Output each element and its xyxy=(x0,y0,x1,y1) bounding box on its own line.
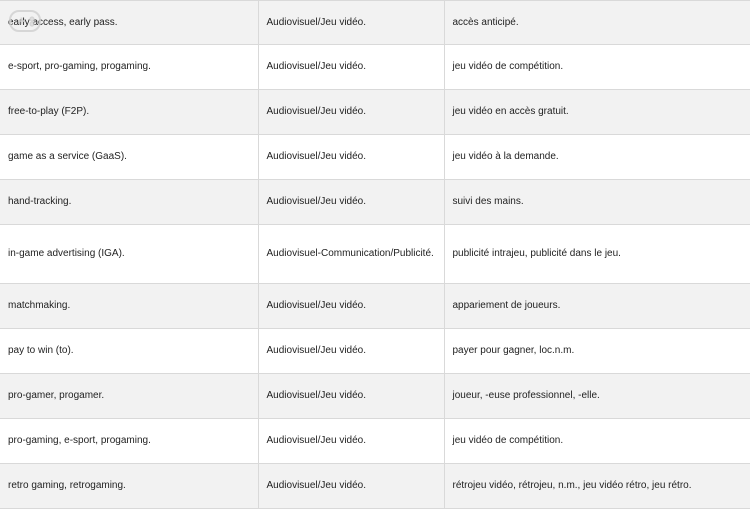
term-cell: pro-gaming, e-sport, progaming. xyxy=(0,419,258,464)
translation-cell: appariement de joueurs. xyxy=(444,284,750,329)
term-cell: in-game advertising (IGA). xyxy=(0,225,258,284)
translation-cell: suivi des mains. xyxy=(444,180,750,225)
domain-cell: Audiovisuel/Jeu vidéo. xyxy=(258,1,444,45)
term-cell: e-sport, pro-gaming, progaming. xyxy=(0,45,258,90)
domain-cell: Audiovisuel-Communication/Publicité. xyxy=(258,225,444,284)
translation-cell: rétrojeu vidéo, rétrojeu, n.m., jeu vidéo rétro, jeu rétro. xyxy=(444,464,750,509)
table-body xyxy=(0,1,750,509)
table-row xyxy=(0,464,750,509)
domain-cell: Audiovisuel/Jeu vidéo. xyxy=(258,45,444,90)
domain-cell: Audiovisuel/Jeu vidéo. xyxy=(258,90,444,135)
translation-cell: jeu vidéo en accès gratuit. xyxy=(444,90,750,135)
domain-cell: Audiovisuel/Jeu vidéo. xyxy=(258,135,444,180)
term-cell: pro-gamer, progamer. xyxy=(0,374,258,419)
term-cell: game as a service (GaaS). xyxy=(0,135,258,180)
domain-cell: Audiovisuel/Jeu vidéo. xyxy=(258,329,444,374)
translation-cell: publicité intrajeu, publicité dans le jeu. xyxy=(444,225,750,284)
translation-cell: accès anticipé. xyxy=(444,1,750,45)
table-row xyxy=(0,1,750,45)
translation-cell: joueur, -euse professionnel, -elle. xyxy=(444,374,750,419)
table-row xyxy=(0,90,750,135)
translation-cell: payer pour gagner, loc.n.m. xyxy=(444,329,750,374)
translation-cell: jeu vidéo à la demande. xyxy=(444,135,750,180)
term-cell: pay to win (to). xyxy=(0,329,258,374)
term-cell: early access, early pass. xyxy=(0,1,258,45)
domain-cell: Audiovisuel/Jeu vidéo. xyxy=(258,180,444,225)
term-cell: matchmaking. xyxy=(0,284,258,329)
table-row xyxy=(0,284,750,329)
term-cell: free-to-play (F2P). xyxy=(0,90,258,135)
table-row xyxy=(0,329,750,374)
term-cell: retro gaming, retrogaming. xyxy=(0,464,258,509)
translation-cell: jeu vidéo de compétition. xyxy=(444,45,750,90)
table-row xyxy=(0,225,750,284)
domain-cell: Audiovisuel/Jeu vidéo. xyxy=(258,374,444,419)
domain-cell: Audiovisuel/Jeu vidéo. xyxy=(258,464,444,509)
table-row xyxy=(0,135,750,180)
term-cell: hand-tracking. xyxy=(0,180,258,225)
domain-cell: Audiovisuel/Jeu vidéo. xyxy=(258,284,444,329)
table-row xyxy=(0,45,750,90)
table-row xyxy=(0,419,750,464)
translation-cell: jeu vidéo de compétition. xyxy=(444,419,750,464)
table-row xyxy=(0,180,750,225)
table-row xyxy=(0,374,750,419)
domain-cell: Audiovisuel/Jeu vidéo. xyxy=(258,419,444,464)
